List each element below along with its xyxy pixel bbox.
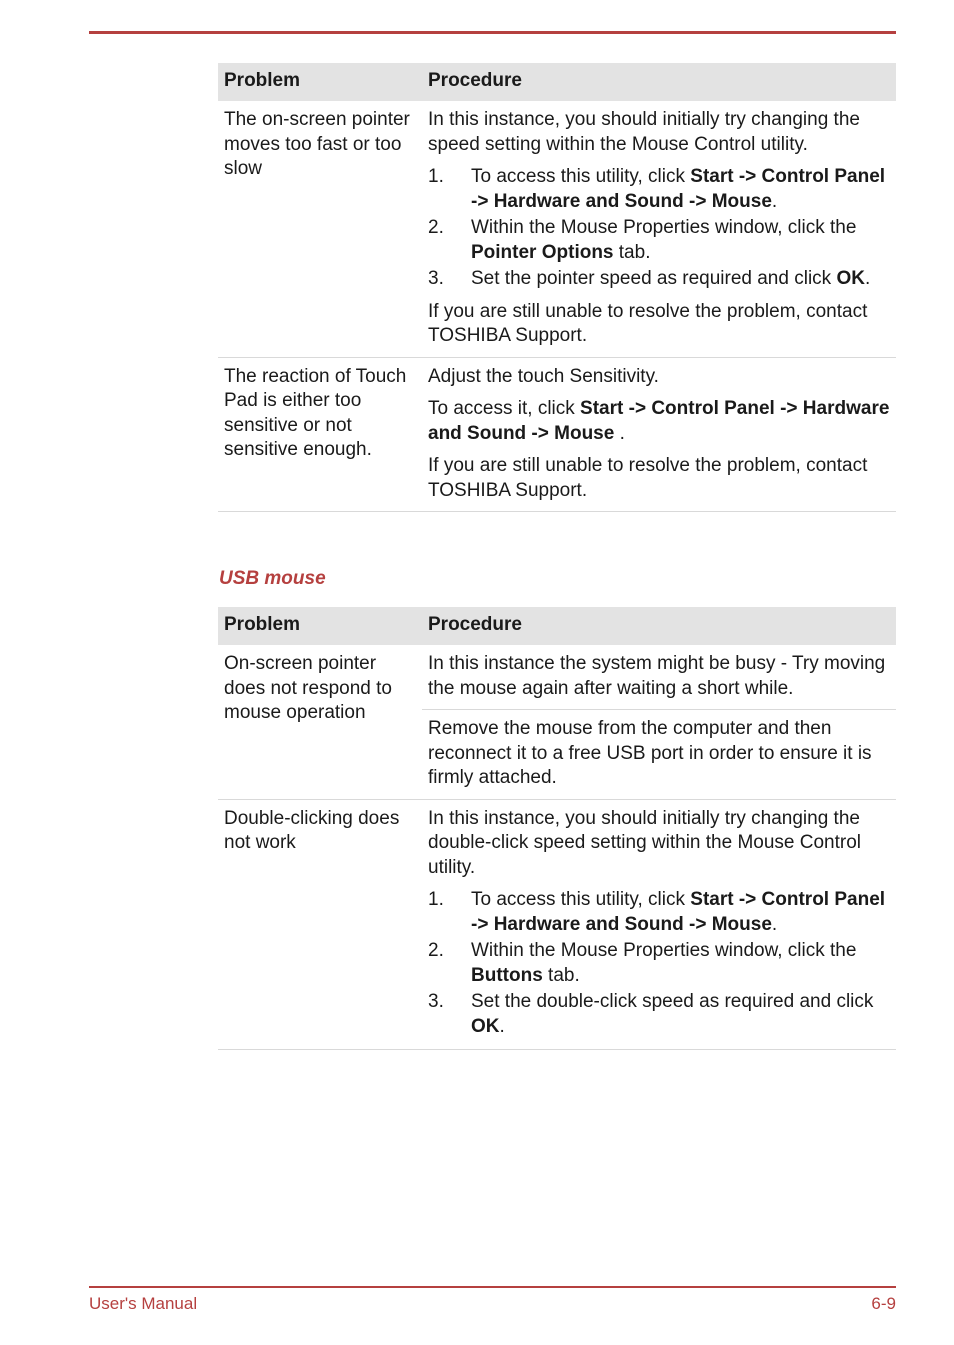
column-header-procedure: Procedure xyxy=(422,607,896,645)
touchpad-troubleshooting-table xyxy=(218,63,896,512)
column-header-problem: Problem xyxy=(218,607,422,645)
step-number: 3. xyxy=(428,268,444,289)
procedure-step xyxy=(428,888,890,937)
step-number: 3. xyxy=(428,991,444,1012)
procedure-step xyxy=(428,267,890,292)
step-number: 2. xyxy=(428,940,444,961)
step-text: Set the pointer speed as required and click OK. xyxy=(471,268,871,289)
procedure-cell xyxy=(422,799,896,1050)
section-heading: USB mouse xyxy=(219,568,326,589)
problem-cell: On-screen pointer does not respond to mouse operation xyxy=(218,645,422,799)
procedure-paragraph: To access it, click Start -> Control Panel -> Hardware and Sound -> Mouse . xyxy=(428,398,890,444)
procedure-intro: In this instance, you should initially try changing the speed setting within the Mouse Control utility. xyxy=(428,109,860,155)
procedure-cell xyxy=(422,710,896,800)
procedure-paragraph: If you are still unable to resolve the problem, contact TOSHIBA Support. xyxy=(428,455,868,501)
table-row xyxy=(218,645,896,710)
column-header-problem: Problem xyxy=(218,63,422,101)
step-number: 1. xyxy=(428,166,444,187)
procedure-steps xyxy=(428,165,890,292)
problem-cell: The on-screen pointer moves too fast or too slow xyxy=(218,101,422,357)
footer-document-title: User's Manual xyxy=(89,1294,198,1313)
step-number: 2. xyxy=(428,217,444,238)
footer-rule xyxy=(89,1286,896,1288)
step-text: To access this utility, click Start -> Control Panel -> Hardware and Sound -> Mouse. xyxy=(471,166,886,212)
usb-mouse-troubleshooting-table xyxy=(218,607,896,1050)
procedure-paragraph: Remove the mouse from the computer and then reconnect it to a free USB port in order to ensure it is firmly attached. xyxy=(428,718,872,788)
procedure-cell xyxy=(422,645,896,710)
step-number: 1. xyxy=(428,889,444,910)
procedure-steps xyxy=(428,888,890,1039)
column-header-procedure: Procedure xyxy=(422,63,896,101)
page-number: 6-9 xyxy=(871,1294,896,1313)
step-text: Within the Mouse Properties window, click the Pointer Options tab. xyxy=(471,217,857,263)
header-rule xyxy=(89,31,896,34)
procedure-paragraph: In this instance the system might be busy - Try moving the mouse again after waiting a short while. xyxy=(428,653,886,699)
procedure-paragraph: Adjust the touch Sensitivity. xyxy=(428,365,659,387)
problem-cell: Double-clicking does not work xyxy=(218,799,422,1050)
table-row xyxy=(218,799,896,1050)
procedure-outro: If you are still unable to resolve the problem, contact TOSHIBA Support. xyxy=(428,300,868,346)
procedure-step xyxy=(428,165,890,214)
procedure-cell xyxy=(422,101,896,357)
procedure-step xyxy=(428,990,890,1039)
step-text: Set the double-click speed as required and click OK. xyxy=(471,991,874,1037)
procedure-cell xyxy=(422,357,896,512)
table-header-row xyxy=(218,607,896,645)
table-header-row xyxy=(218,63,896,101)
table-row xyxy=(218,357,896,512)
step-text: Within the Mouse Properties window, click the Buttons tab. xyxy=(471,940,857,986)
procedure-step xyxy=(428,216,890,265)
procedure-step xyxy=(428,939,890,988)
problem-cell: The reaction of Touch Pad is either too sensitive or not sensitive enough. xyxy=(218,357,422,512)
step-text: To access this utility, click Start -> Control Panel -> Hardware and Sound -> Mouse. xyxy=(471,889,886,935)
table-row xyxy=(218,101,896,357)
procedure-intro: In this instance, you should initially try changing the double-click speed setting within the Mouse Control utility. xyxy=(428,807,862,878)
